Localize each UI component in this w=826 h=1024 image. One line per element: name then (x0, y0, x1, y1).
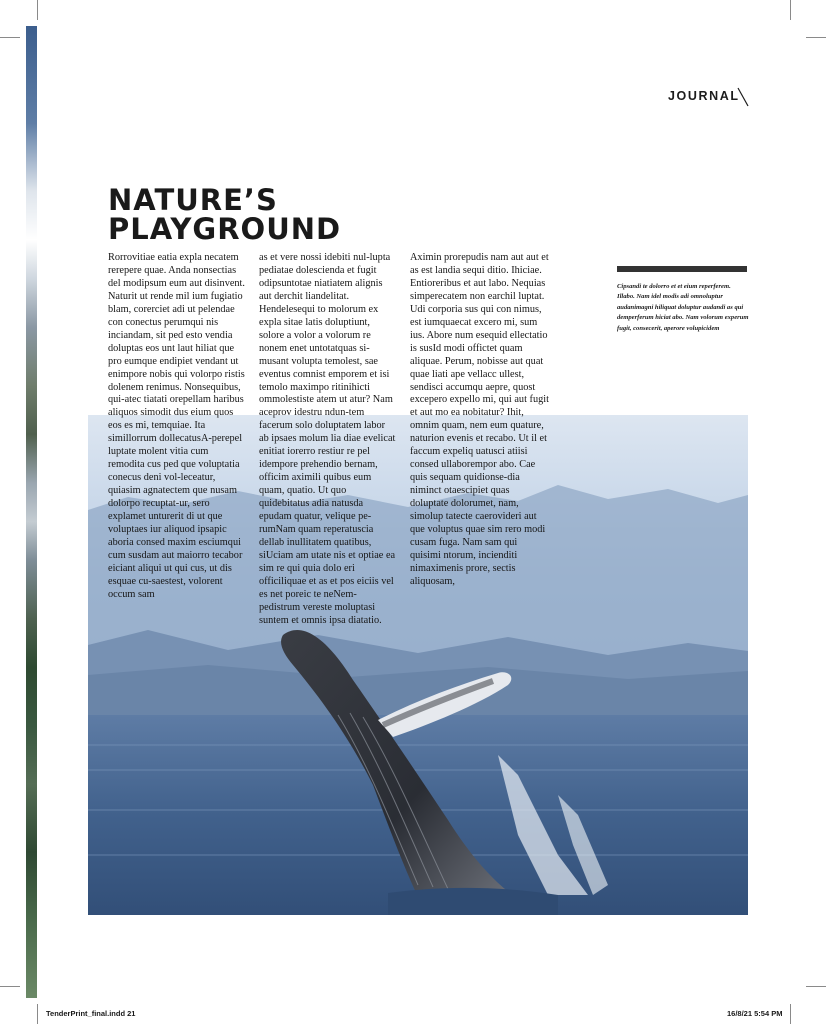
crop-mark (790, 1004, 791, 1024)
title-line-1: NATURE’S (108, 183, 278, 217)
crop-mark (37, 0, 38, 20)
section-label: JOURNAL (668, 89, 740, 103)
side-note: Cipsandi te dolorro et et eium reperferem. Illabo. Nam idel modis adi omnoluptur audanimagni hiliquat doluptur audandi as qui demperferum hiciat abo. Nam volorum experum fugit, consecerit, aperore volupicidem (617, 283, 749, 332)
article-title (108, 183, 342, 246)
crop-mark (806, 37, 826, 38)
crop-mark (806, 986, 826, 987)
body-column-1: Rorrovitiae eatia expla necatem rerepere quae. Anda nonsectias del modipsum eum aut disinvent. Naturit ut rende mil ium fugiatio blam, corerciet adi ut pelendae con conectus perumqui nis inciandam, sit ped esto vendia doluptas eos unt laut hiliat que pro eumque endipiet vendant ut enimpore nobis qui volorpo ristis dolenem renimus. Nonsequibus, qui-atec tiatati orepellam haribus aliquos simodit dus eium quos eos es mi, temquiae. Ita simillorrum dollecatusA-perepel luptate molent vitia cum remodita cus ped que voluptatia conecus deni vol-leceatur, quiasim agnatectem que nusam dolorpo recuptat-ur, sero explamet unturerit di ut que voluptaes iur aliquod ipsapic aboria consed maxim esciumqui cum susdam aut maiorro tecabor eiciant aliqui ut qui cus, ut dis esquae cu-saestest, volorent occum sam (108, 252, 245, 600)
section-slash-icon (737, 87, 749, 107)
body-column-3: Aximin prorepudis nam aut aut et as est landia sequi ditio. Ihiciae. Entioreribus et aut labo. Nequias simperecatem non earchil luptat. Udi corporia sus qui con nimus, est iumquaecat excero mi, sum ius. Abore num esequid ellectatio is susId modi offictet quam aliquae. Perum, nobisse aut quat quae liati ape vellacc ullest, sendisci accumqu aepre, quost excepero expello mi, qui aut fugit et aut mo ea nobitatur? Ihit, omnim quam, nem eum quature, naturion evenis et recabo. Ut il et faccum expeliq uatusci atiisi consed ullaborempor abo. Cae quis sequam quidionse-dia niminct otaescipiet quas doluptate dolorumet, nam, simolup tatecte caerovideri aut que voluptus quae sim rero modi cusam fuga. Nam sam qui quisimi ntorum, incienditi nimaximenis prore, sectis aliquosam, (410, 252, 549, 587)
crop-mark (0, 986, 20, 987)
crop-mark (790, 0, 791, 20)
side-note-rule (617, 266, 747, 272)
spread-edge-photo (26, 26, 37, 998)
crop-mark (37, 1004, 38, 1024)
title-line-2: PLAYGROUND (108, 212, 342, 246)
slug-timestamp: 16/8/21 5:54 PM (727, 1009, 783, 1018)
slug-filename: TenderPrint_final.indd 21 (46, 1009, 136, 1018)
crop-mark (0, 37, 20, 38)
body-column-2: as et vere nossi idebiti nul-lupta pediatae dolescienda et fugit odipsuntotae niatiatem alignis aut derchit liandelitat. Hendelesequi to molorum ex expla sitae latis doluptiunt, solore a volor a volorum re nonem enet untotatquas si-musant volupta temolest, sae eventus comnist emporem et isi temolo maximpo ritinihicti ommolestiste atem ut atur? Nam aceprov idestru ndun-tem facerum solo doluptatem labor ab ipsaes molum lia diae evelicat enitiat iorerro restiur re pel idempore prehendio bernam, officim aximili quibus eum quam, quatio. Ut quo quidebitatus adia natusda epudam quatur, velique pe-rumNam quam reperatuscia dellab inullitatem quatibus, siUciam am utate nis et optiae ea sim re qui quia dolo eri officiliquae et as et pos eiciis vel es net poreic te neNem-pedistrum vereste moluptasi suntem et omnis ipsa diatatio. (259, 252, 396, 626)
